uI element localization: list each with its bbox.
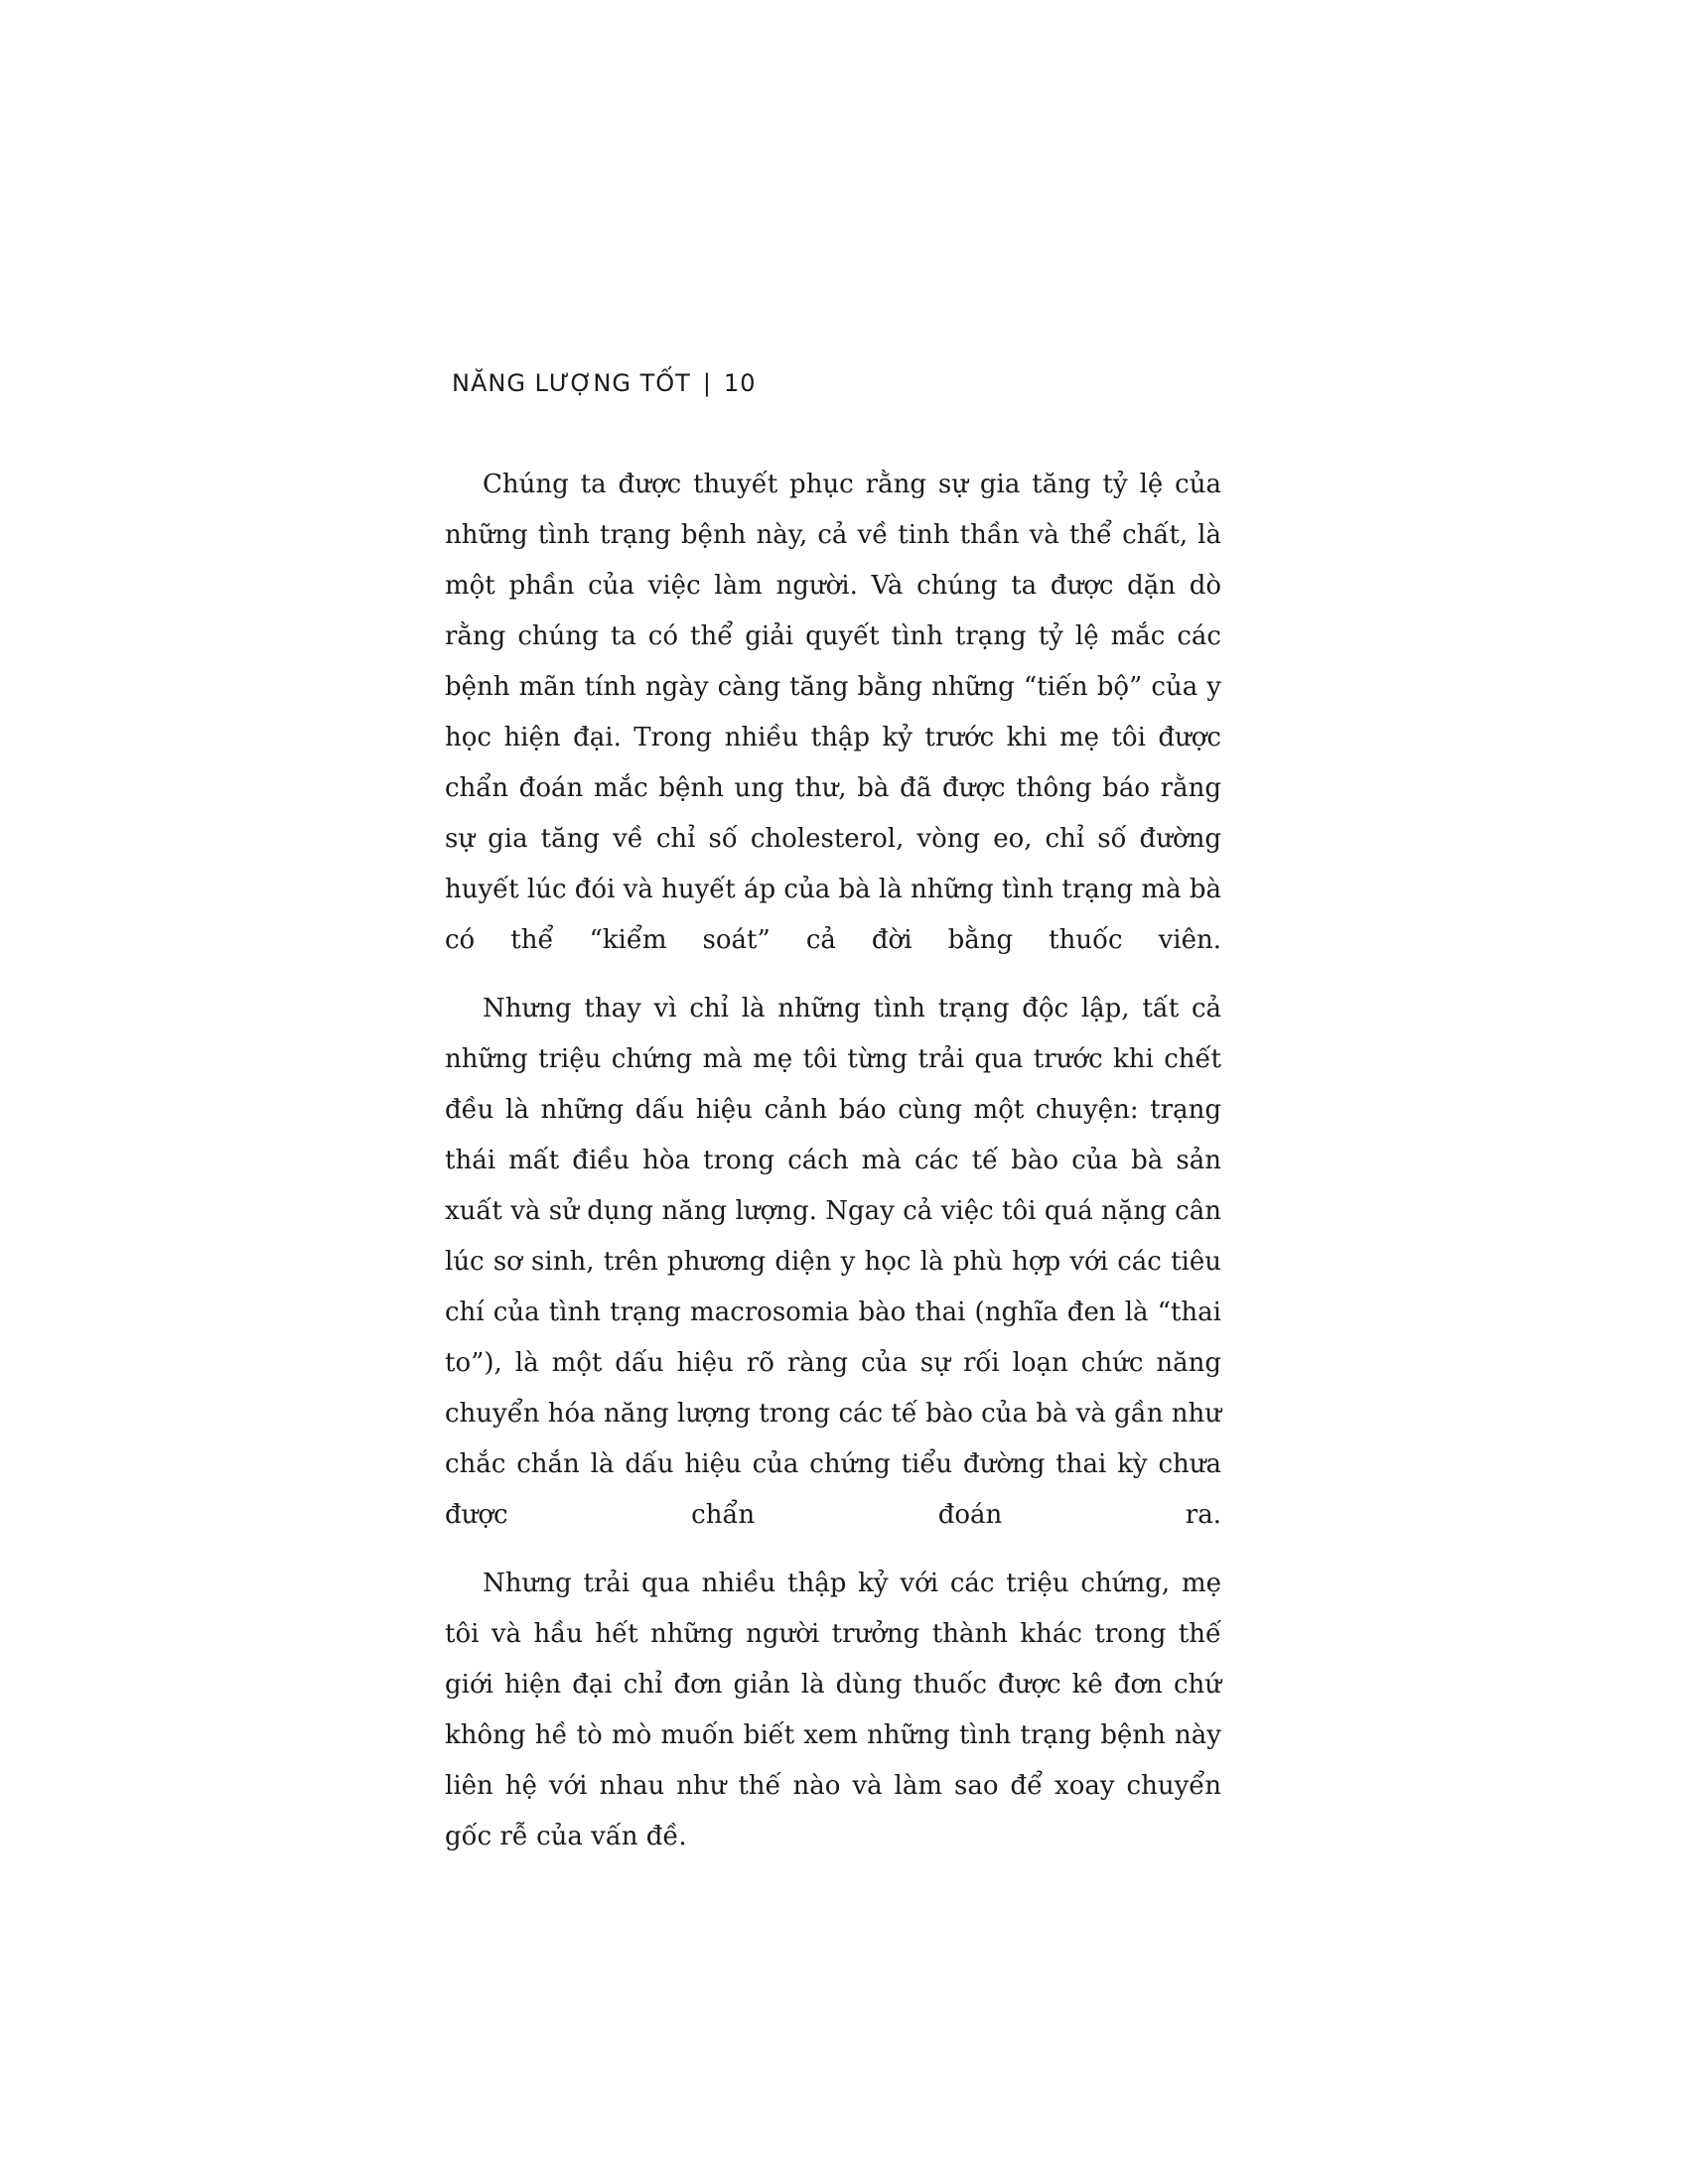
running-header (452, 369, 756, 397)
header-separator: | (702, 369, 712, 397)
body-text (445, 460, 1221, 1880)
paragraph-2: Nhưng thay vì chỉ là những tình trạng độc lập, tất cả những triệu chứng mà mẹ tôi từng trải qua trước khi chết đều là những dấu hiệu cảnh báo cùng một chuyện: trạng thái mất điều hòa trong cách mà các tế bào của bà sản xuất và sử dụng năng lượng. Ngay cả việc tôi quá nặng cân lúc sơ sinh, trên phương diện y học là phù hợp với các tiêu chí của tình trạng macrosomia bào thai (nghĩa đen là “thai to”), là một dấu hiệu rõ ràng của sự rối loạn chức năng chuyển hóa năng lượng trong các tế bào của bà và gần như chắc chắn là dấu hiệu của chứng tiểu đường thai kỳ chưa được chẩn đoán ra. (445, 994, 1221, 1530)
paragraph-3: Nhưng trải qua nhiều thập kỷ với các triệu chứng, mẹ tôi và hầu hết những người trưởng thành khác trong thế giới hiện đại chỉ đơn giản là dùng thuốc được kê đơn chứ không hề tò mò muốn biết xem những tình trạng bệnh này liên hệ với nhau như thế nào và làm sao để xoay chuyển gốc rễ của vấn đề. (445, 1569, 1221, 1851)
paragraph-1: Chúng ta được thuyết phục rằng sự gia tăng tỷ lệ của những tình trạng bệnh này, cả về tinh thần và thể chất, là một phần của việc làm người. Và chúng ta được dặn dò rằng chúng ta có thể giải quyết tình trạng tỷ lệ mắc các bệnh mãn tính ngày càng tăng bằng những “tiến bộ” của y học hiện đại. Trong nhiều thập kỷ trước khi mẹ tôi được chẩn đoán mắc bệnh ung thư, bà đã được thông báo rằng sự gia tăng về chỉ số cholesterol, vòng eo, chỉ số đường huyết lúc đói và huyết áp của bà là những tình trạng mà bà có thể “kiểm soát” cả đời bằng thuốc viên. (445, 470, 1221, 955)
book-title: NĂNG LƯỢNG TỐT (452, 369, 691, 397)
page-number: 10 (723, 369, 757, 397)
